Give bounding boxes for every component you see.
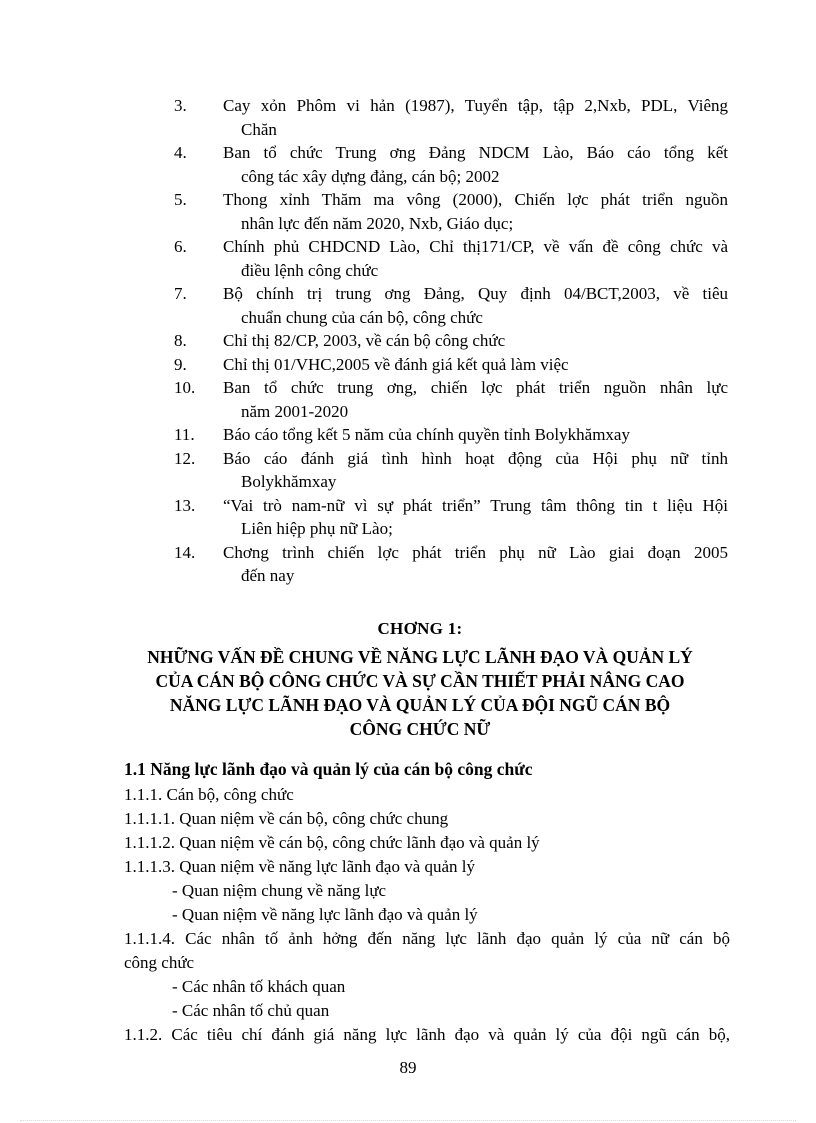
reference-number: 13. <box>174 495 196 515</box>
reference-number: 8. <box>174 331 187 350</box>
reference-item <box>0 376 816 423</box>
reference-list <box>0 94 816 588</box>
reference-number: 7. <box>174 284 187 303</box>
reference-number: 14. <box>174 542 196 562</box>
reference-text: Chính phủ CHDCND Lào, Chỉ thị171/CP, về vấn đề công chức và điều lệnh công chức <box>223 237 728 280</box>
reference-item <box>0 235 816 282</box>
toc-item: 1.1.1.1. Quan niệm về cán bộ, công chức chung <box>124 809 449 828</box>
section-heading: 1.1 Năng lực lãnh đạo và quản lý của cán bộ công chức <box>124 759 533 779</box>
reference-item <box>0 423 816 447</box>
chapter-title-line: CÔNG CHỨC NỮ <box>349 719 491 739</box>
reference-item <box>0 188 816 235</box>
toc-item: 1.1.1.2. Quan niệm về cán bộ, công chức lãnh đạo và quản lý <box>124 833 540 852</box>
reference-text: Bộ chính trị trung ơng Đảng, Quy định 04/BCT,2003, về tiêu chuẩn chung của cán bộ, công chức <box>223 284 728 327</box>
toc-item: 1.1.1. Cán bộ, công chức <box>124 785 294 804</box>
toc-item-continuation: công chức <box>124 953 195 972</box>
page-number: 89 <box>399 1058 417 1077</box>
reference-number: 3. <box>174 96 187 115</box>
reference-number: 12. <box>174 448 196 468</box>
reference-number: 5. <box>174 190 187 209</box>
toc-bullet-item: - Các nhân tố chủ quan <box>172 1001 330 1020</box>
reference-text: Cay xỏn Phôm vi hản (1987), Tuyển tập, tập 2,Nxb, PDL, Viêng Chăn <box>223 96 728 139</box>
reference-text: “Vai trò nam-nữ vì sự phát triển” Trung tâm thông tin t liệu Hội Liên hiệp phụ nữ Lào; <box>223 495 728 538</box>
reference-item <box>0 94 816 141</box>
reference-item <box>0 353 816 377</box>
page-bottom-divider <box>20 1120 796 1121</box>
reference-item <box>0 141 816 188</box>
table-of-contents <box>124 756 730 1047</box>
reference-text: Báo cáo tổng kết 5 năm của chính quyền tỉnh Bolykhămxay <box>223 425 630 444</box>
toc-item: 1.1.2. Các tiêu chí đánh giá năng lực lãnh đạo và quản lý của đội ngũ cán bộ, <box>124 1025 730 1044</box>
reference-text: Ban tổ chức Trung ơng Đảng NDCM Lào, Báo cáo tổng kết công tác xây dựng đảng, cán bộ; 2002 <box>223 143 728 186</box>
toc-bullet-item: - Quan niệm chung về năng lực <box>172 881 387 900</box>
reference-text: Ban tổ chức trung ơng, chiến lợc phát triển nguồn nhân lực năm 2001-2020 <box>223 378 728 421</box>
reference-text: Chỉ thị 01/VHC,2005 về đánh giá kết quả làm việc <box>223 354 569 374</box>
chapter-number: CHƠNG 1: <box>377 619 463 638</box>
reference-item <box>0 447 816 494</box>
reference-text: Chơng trình chiến lợc phát triển phụ nữ Lào giai đoạn 2005 đến nay <box>223 542 728 585</box>
reference-text: Báo cáo đánh giá tình hình hoạt động của Hội phụ nữ tỉnh Bolykhămxay <box>223 448 728 491</box>
toc-bullet-item: - Các nhân tố khách quan <box>172 977 346 996</box>
chapter-title-line: NHỮNG VẤN ĐỀ CHUNG VỀ NĂNG LỰC LÃNH ĐẠO VÀ QUẢN LÝ <box>147 647 693 667</box>
chapter-title-line: CỦA CÁN BỘ CÔNG CHỨC VÀ SỰ CẦN THIẾT PHẢI NÂNG CAO <box>155 671 685 691</box>
reference-number: 6. <box>174 237 187 256</box>
chapter-title-line: NĂNG LỰC LÃNH ĐẠO VÀ QUẢN LÝ CỦA ĐỘI NGŨ CÁN BỘ <box>169 695 671 715</box>
reference-item <box>0 494 816 541</box>
reference-item <box>0 329 816 353</box>
reference-number: 11. <box>174 425 195 444</box>
reference-item <box>0 541 816 588</box>
reference-text: Thong xỉnh Thăm ma vông (2000), Chiến lợc phát triển nguồn nhân lực đến năm 2020, Nxb, Giáo dục; <box>223 190 728 233</box>
reference-item <box>0 282 816 329</box>
reference-number: 4. <box>174 143 187 162</box>
reference-number: 10. <box>174 378 196 397</box>
toc-item: 1.1.1.4. Các nhân tố ảnh hởng đến năng lực lãnh đạo quản lý của nữ cán bộ <box>124 929 730 948</box>
chapter-title <box>110 645 730 741</box>
reference-number: 9. <box>174 354 187 374</box>
toc-bullet-item: - Quan niệm về năng lực lãnh đạo và quản lý <box>172 905 478 924</box>
reference-text: Chỉ thị 82/CP, 2003, về cán bộ công chức <box>223 331 506 350</box>
toc-item: 1.1.1.3. Quan niệm về năng lực lãnh đạo và quản lý <box>124 857 476 876</box>
